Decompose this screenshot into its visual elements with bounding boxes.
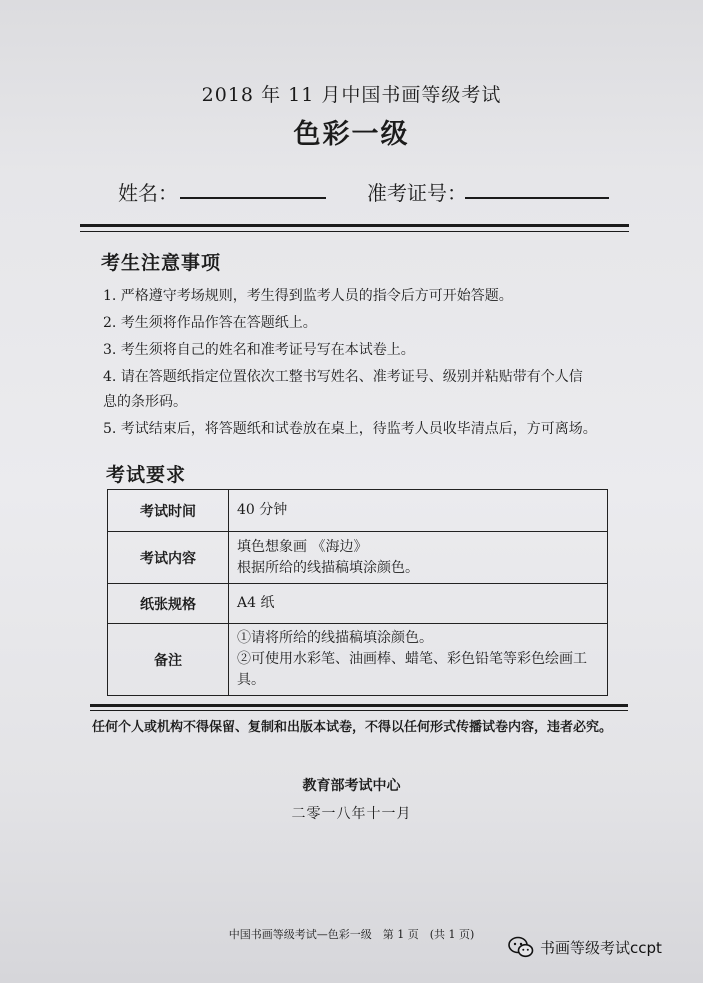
notice-heading: 考生注意事项 (101, 252, 222, 274)
table-row (108, 584, 608, 624)
page-footer: 中国书画等级考试—色彩一级 第 1 页 (共 1 页) (228, 928, 475, 941)
row-label: 考试时间 (108, 490, 229, 532)
top-divider-thick (80, 224, 629, 227)
issuer: 教育部考试中心 (302, 778, 401, 794)
row-value: 填色想象画 《海边》 根据所给的线描稿填涂颜色。 (229, 532, 608, 584)
table-row (108, 624, 608, 696)
row-value: 40 分钟 (229, 490, 608, 532)
notice-item-3: 3. 考生须将自己的姓名和准考证号写在本试卷上。 (103, 342, 415, 358)
bottom-divider-thick (90, 704, 628, 707)
notice-item-4: 4. 请在答题纸指定位置依次工整书写姓名、准考证号、级别并粘贴带有个人信 (103, 369, 583, 385)
notice-item-2: 2. 考生须将作品作答在答题纸上。 (103, 315, 317, 331)
notice-item-1: 1. 严格遵守考场规则，考生得到监考人员的指令后方可开始答题。 (103, 288, 513, 304)
notice-item-5: 5. 考试结束后，将答题纸和试卷放在桌上，待监考人员收毕清点后，方可离场。 (103, 421, 597, 437)
bottom-divider-thin (90, 710, 628, 711)
exam-title: 2018 年 11 月中国书画等级考试 (201, 84, 502, 106)
row-value: ①请将所给的线描稿填涂颜色。 ②可使用水彩笔、油画棒、蜡笔、彩色铅笔等彩色绘画工具。 (229, 624, 608, 696)
exam-subject: 色彩一级 (293, 119, 410, 150)
top-divider-thin (80, 231, 629, 232)
wechat-icon (508, 936, 534, 958)
row-label: 备注 (108, 624, 229, 696)
copyright-warning: 任何个人或机构不得保留、复制和出版本试卷，不得以任何形式传播试卷内容，违者必究。 (92, 720, 613, 735)
ticket-number-field[interactable] (465, 197, 609, 199)
issue-date: 二零一八年十一月 (291, 806, 412, 822)
row-label: 考试内容 (108, 532, 229, 584)
name-label: 姓名： (118, 181, 178, 205)
watermark (508, 936, 662, 958)
watermark-text: 书画等级考试ccpt (540, 938, 662, 957)
requirements-table (107, 489, 608, 696)
notice-item-4-cont: 息的条形码。 (103, 394, 187, 410)
name-field[interactable] (180, 197, 326, 199)
table-row (108, 532, 608, 584)
row-label: 纸张规格 (108, 584, 229, 624)
row-value: A4 纸 (229, 584, 608, 624)
table-row (108, 490, 608, 532)
ticket-number-label: 准考证号： (367, 181, 467, 205)
requirements-heading: 考试要求 (106, 464, 187, 486)
